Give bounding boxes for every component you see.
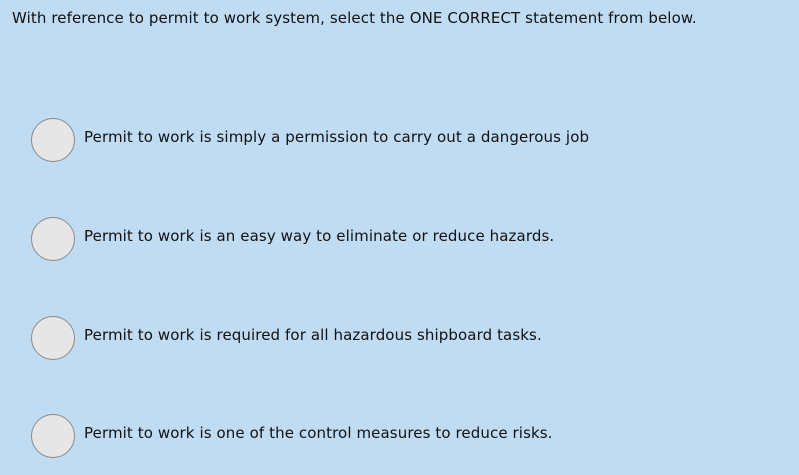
radio-button-2[interactable] xyxy=(31,217,75,261)
answer-option-4-label: Permit to work is one of the control measures to reduce risks. xyxy=(84,424,553,442)
question-text: With reference to permit to work system, select the ONE CORRECT statement from below. xyxy=(12,9,697,27)
answer-option-1-label: Permit to work is simply a permission to carry out a dangerous job xyxy=(84,128,590,146)
answer-option-3[interactable] xyxy=(31,314,542,362)
answer-option-2-label: Permit to work is an easy way to eliminate or reduce hazards. xyxy=(84,227,555,245)
radio-button-1[interactable] xyxy=(31,118,75,162)
answer-option-4[interactable] xyxy=(31,412,553,460)
answer-option-1[interactable] xyxy=(31,116,589,164)
radio-button-4[interactable] xyxy=(31,414,75,458)
answer-option-3-label: Permit to work is required for all hazardous shipboard tasks. xyxy=(84,326,542,344)
answer-option-2[interactable] xyxy=(31,215,554,263)
radio-button-3[interactable] xyxy=(31,316,75,360)
